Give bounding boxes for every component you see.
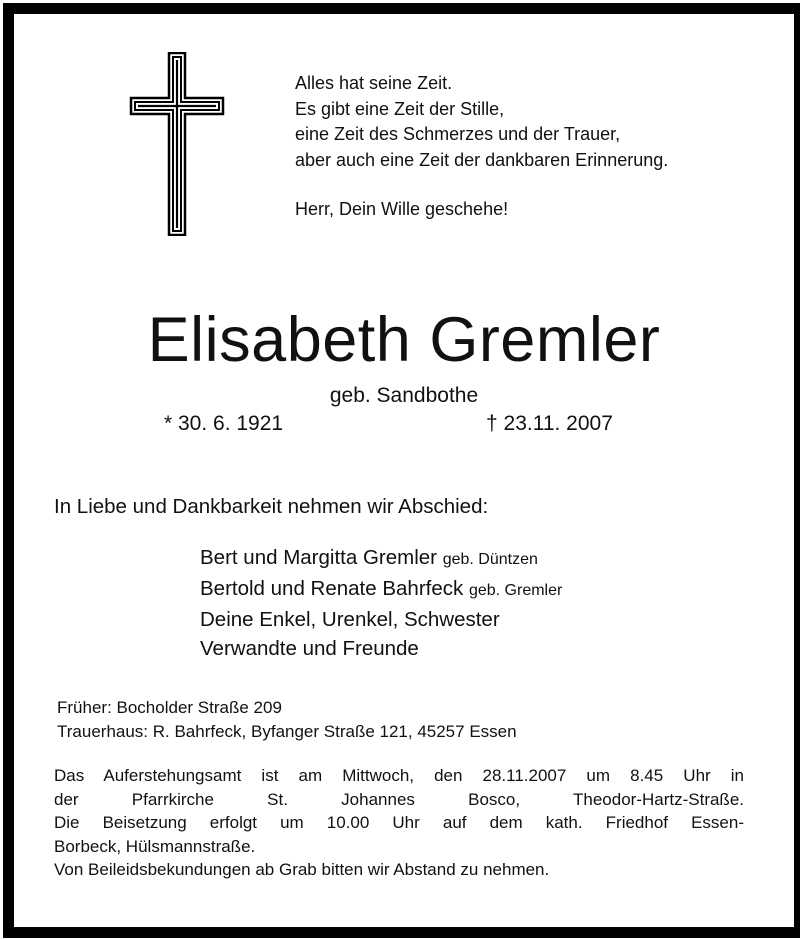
motto-line: eine Zeit des Schmerzes und der Trauer, bbox=[295, 124, 621, 144]
mourner-entry bbox=[200, 543, 562, 574]
notice-line: Von Beileidsbekundungen ab Grab bitten wir Abstand zu nehmen. bbox=[54, 860, 550, 879]
notice-line: Das Auferstehungsamt ist am Mittwoch, den 28.11.2007 um 8.45 Uhr in bbox=[54, 766, 744, 785]
mourner-name: Deine Enkel, Urenkel, Schwester bbox=[200, 608, 500, 631]
maiden-name: geb. Sandbothe bbox=[329, 384, 479, 407]
death-date: † 23.11. 2007 bbox=[486, 412, 613, 435]
mourner-note: geb. Gremler bbox=[468, 582, 563, 599]
addresses bbox=[57, 696, 517, 744]
notice-line: Die Beisetzung erfolgt um 10.00 Uhr auf dem kath. Friedhof Essen- bbox=[54, 813, 744, 832]
mourner-name: Bertold und Renate Bahrfeck bbox=[200, 577, 464, 600]
obituary-notice bbox=[14, 14, 794, 927]
former-address: Früher: Bocholder Straße 209 bbox=[57, 698, 282, 717]
prayer-line: Herr, Dein Wille geschehe! bbox=[295, 199, 509, 219]
mourner-entry bbox=[200, 574, 562, 605]
motto-spacer bbox=[295, 173, 668, 197]
notice-line: der Pfarrkirche St. Johannes Bosco, Theodor-Hartz-Straße. bbox=[54, 789, 744, 809]
mourner-name: Verwandte und Freunde bbox=[200, 637, 419, 660]
mourner-entry bbox=[200, 634, 562, 663]
motto-line: Alles hat seine Zeit. bbox=[295, 73, 453, 93]
mourner-entry bbox=[200, 605, 562, 634]
obituary-border bbox=[3, 3, 800, 938]
cross-icon bbox=[129, 52, 225, 236]
deceased-name: Elisabeth Gremler bbox=[147, 305, 661, 375]
mourner-name: Bert und Margitta Gremler bbox=[200, 546, 437, 569]
mourner-note: geb. Düntzen bbox=[442, 551, 538, 568]
motto bbox=[295, 71, 668, 223]
farewell-intro: In Liebe und Dankbarkeit nehmen wir Abschied: bbox=[54, 495, 489, 518]
mourners-list bbox=[200, 543, 562, 663]
birth-date: * 30. 6. 1921 bbox=[164, 412, 284, 435]
motto-line: aber auch eine Zeit der dankbaren Erinnerung. bbox=[295, 149, 669, 170]
service-notice bbox=[54, 764, 744, 882]
notice-line: Borbeck, Hülsmannstraße. bbox=[54, 836, 256, 856]
mourning-house-address: Trauerhaus: R. Bahrfeck, Byfanger Straße 121, 45257 Essen bbox=[57, 722, 517, 741]
motto-line: Es gibt eine Zeit der Stille, bbox=[295, 98, 505, 119]
